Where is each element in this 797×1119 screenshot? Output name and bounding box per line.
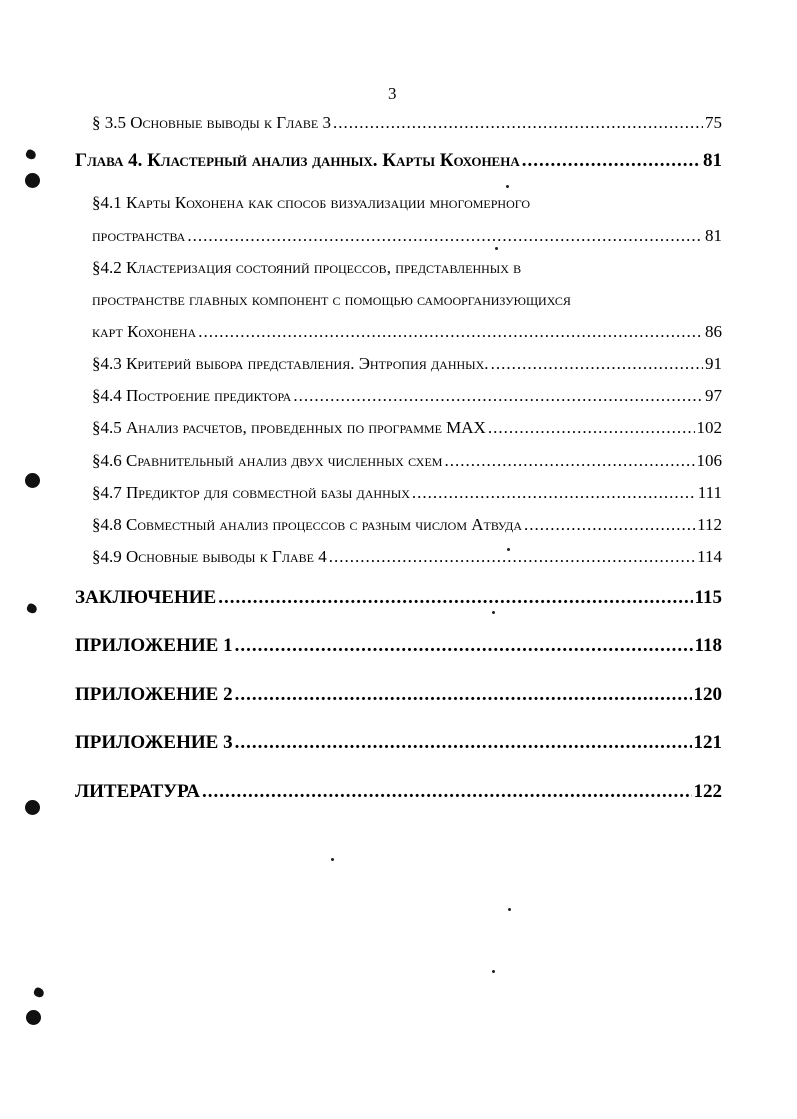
- punch-hole: [25, 173, 40, 188]
- toc-leader: [491, 354, 703, 374]
- toc-title: пространства: [92, 226, 186, 245]
- scan-speck: [507, 548, 510, 551]
- scan-speck: [506, 185, 509, 188]
- toc-leader: [488, 418, 695, 438]
- toc-title: §4.7 Предиктор для совместной базы данных: [92, 483, 410, 502]
- toc-leader: [187, 226, 703, 246]
- scan-speck: [508, 908, 511, 911]
- toc-entry-4-9[interactable]: [92, 547, 722, 567]
- toc-page: 75: [705, 113, 722, 132]
- toc-entry-conclusion[interactable]: [75, 587, 722, 609]
- toc-page: 111: [697, 483, 722, 502]
- toc-leader: [202, 781, 691, 803]
- page-number: 3: [388, 84, 397, 103]
- punch-hole: [26, 1010, 41, 1025]
- scan-speck: [492, 970, 495, 973]
- toc-title: §4.4 Построение предиктора: [92, 386, 292, 405]
- toc-entry-chapter-4[interactable]: [75, 150, 722, 172]
- toc-entry-4-1-line1[interactable]: §4.1 Карты Кохонена как способ визуализации многомерного: [92, 193, 531, 212]
- toc-leader: [235, 732, 692, 754]
- toc-leader: [218, 587, 692, 609]
- toc-title: §4.3 Критерий выбора представления. Энтропия данных.: [92, 354, 489, 373]
- toc-page: 81: [705, 226, 722, 245]
- toc-entry-4-2-line2[interactable]: пространстве главных компонент с помощью самоорганизующихся: [92, 290, 571, 309]
- toc-leader: [524, 515, 695, 535]
- toc-leader: [412, 483, 696, 503]
- toc-entry-literature[interactable]: [75, 781, 722, 803]
- toc-leader: [444, 451, 694, 471]
- toc-leader: [198, 322, 703, 342]
- toc-title: Глава 4. Кластерный анализ данных. Карты Кохонена: [75, 150, 520, 171]
- toc-title: карт Кохонена: [92, 322, 197, 341]
- toc-page: 118: [694, 635, 722, 656]
- punch-hole: [25, 800, 40, 815]
- toc-page: 81: [703, 150, 722, 171]
- toc-page: 114: [697, 547, 722, 566]
- toc-title: ПРИЛОЖЕНИЕ 3: [75, 732, 233, 753]
- toc-page: 91: [705, 354, 722, 373]
- scan-speck: [331, 858, 334, 861]
- toc-leader: [333, 113, 703, 133]
- toc-entry-4-1[interactable]: [92, 226, 722, 246]
- toc-entry-4-8[interactable]: [92, 515, 722, 535]
- scan-speck: [495, 247, 498, 250]
- toc-title: §4.9 Основные выводы к Главе 4: [92, 547, 327, 566]
- toc-page: 106: [696, 451, 722, 470]
- toc-page: 112: [697, 515, 722, 534]
- toc-page: 97: [705, 386, 722, 405]
- toc-leader: [329, 547, 695, 567]
- toc-entry-4-2[interactable]: [92, 322, 722, 342]
- toc-title: §4.8 Совместный анализ процессов с разным числом Атвуда: [92, 515, 523, 534]
- toc-entry-appendix-2[interactable]: [75, 684, 722, 706]
- toc-entry-4-6[interactable]: [92, 451, 722, 471]
- toc-title: ЛИТЕРАТУРА: [75, 781, 201, 802]
- toc-leader: [293, 386, 703, 406]
- toc-page: 121: [693, 732, 722, 753]
- toc-page: 122: [693, 781, 722, 802]
- toc-title: §4.5 Анализ расчетов, проведенных по программе MAX: [92, 418, 486, 437]
- toc-page: 102: [696, 418, 722, 437]
- toc-title: ПРИЛОЖЕНИЕ 1: [75, 635, 233, 656]
- toc-title: ПРИЛОЖЕНИЕ 2: [75, 684, 233, 705]
- punch-hole: [25, 473, 40, 488]
- toc-page: 115: [694, 587, 722, 608]
- toc-title: §4.6 Сравнительный анализ двух численных схем: [92, 451, 443, 470]
- scan-speck: [492, 611, 495, 614]
- toc-entry-appendix-1[interactable]: [75, 635, 722, 657]
- toc-page: 86: [705, 322, 722, 341]
- toc-entry-4-7[interactable]: [92, 483, 722, 503]
- toc-entry-4-2-line1[interactable]: §4.2 Кластеризация состояний процессов, представленных в: [92, 258, 522, 277]
- toc-title: ЗАКЛЮЧЕНИЕ: [75, 587, 217, 608]
- toc-leader: [522, 150, 701, 172]
- toc-leader: [235, 684, 692, 706]
- toc-entry-4-5[interactable]: [92, 418, 722, 438]
- toc-title: § 3.5 Основные выводы к Главе 3: [92, 113, 331, 132]
- toc-entry-3-5[interactable]: [92, 113, 722, 133]
- toc-leader: [235, 635, 693, 657]
- toc-entry-4-4[interactable]: [92, 386, 722, 406]
- toc-entry-4-3[interactable]: [92, 354, 722, 374]
- toc-page: 120: [693, 684, 722, 705]
- toc-entry-appendix-3[interactable]: [75, 732, 722, 754]
